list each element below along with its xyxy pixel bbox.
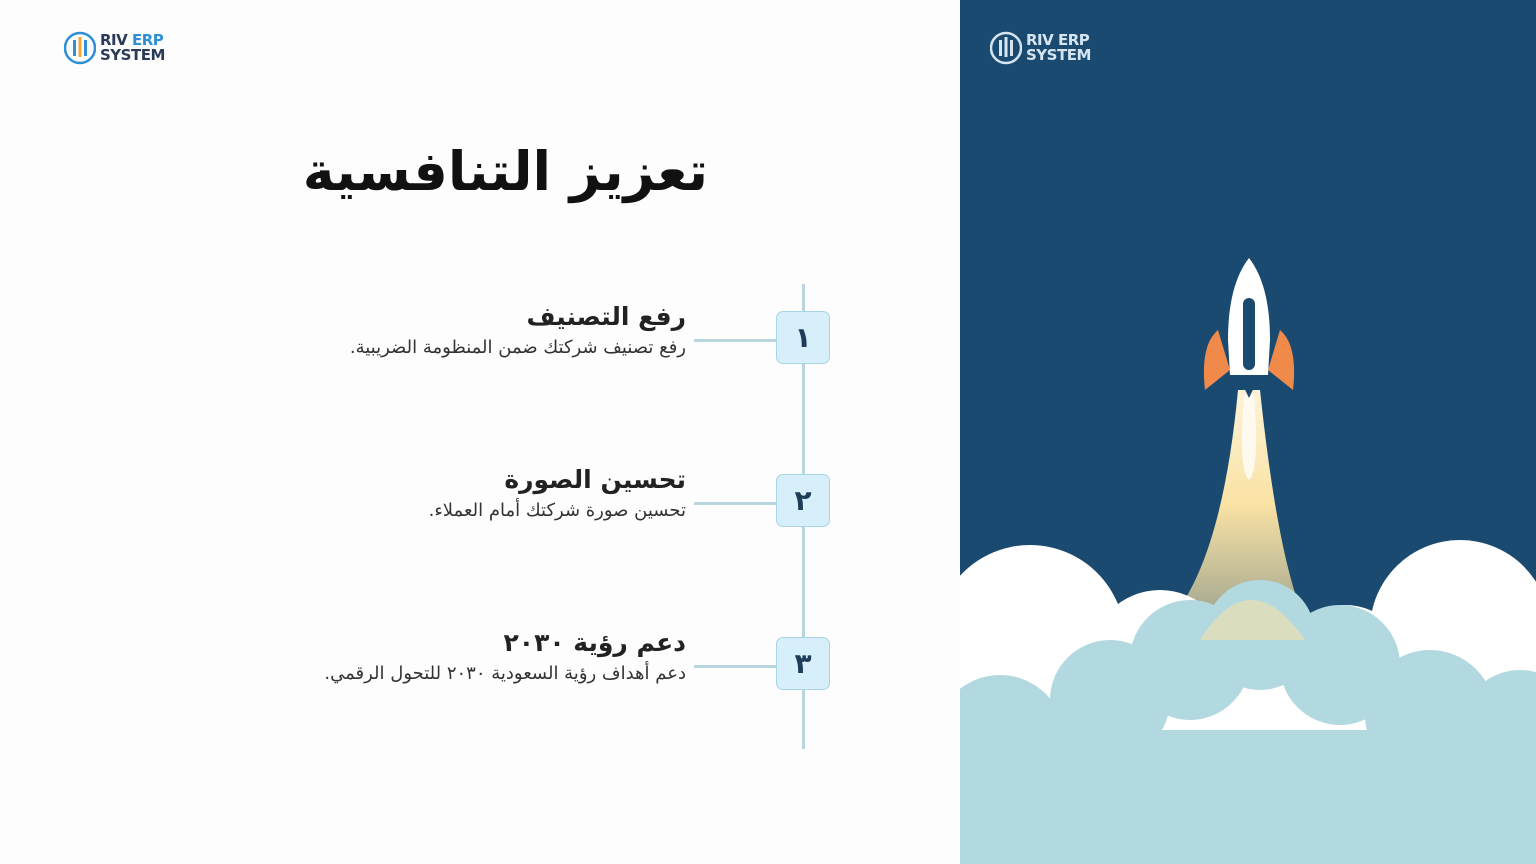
company-logo-light bbox=[990, 30, 1091, 66]
item-heading: رفع التصنيف bbox=[526, 302, 686, 331]
timeline-item bbox=[166, 465, 686, 521]
logo-text-system: SYSTEM bbox=[100, 46, 165, 64]
logo-mark-icon bbox=[990, 30, 1022, 66]
step-number-badge: ٣ bbox=[776, 637, 830, 690]
logo-text-erp: ERP bbox=[131, 31, 164, 49]
timeline-item bbox=[166, 302, 686, 358]
item-heading: تحسين الصورة bbox=[504, 465, 686, 494]
logo-text-system: SYSTEM bbox=[1026, 46, 1091, 64]
page-title: تعزيز التنافسية bbox=[302, 140, 708, 203]
item-heading: دعم رؤية ٢٠٣٠ bbox=[503, 628, 686, 657]
step-number-badge: ١ bbox=[776, 311, 830, 364]
timeline-item bbox=[166, 628, 686, 684]
rocket-illustration bbox=[960, 0, 1536, 864]
illustration-panel bbox=[960, 0, 1536, 864]
step-number-badge: ٢ bbox=[776, 474, 830, 527]
logo-text-riv: RIV bbox=[1026, 31, 1058, 49]
item-description: تحسين صورة شركتك أمام العملاء. bbox=[428, 500, 686, 521]
logo-mark-icon bbox=[64, 30, 96, 66]
timeline-connector bbox=[694, 502, 778, 505]
logo-text-riv: RIV bbox=[100, 31, 132, 49]
timeline-connector bbox=[694, 665, 778, 668]
timeline-connector bbox=[694, 339, 778, 342]
company-logo bbox=[64, 30, 165, 66]
logo-text-erp: ERP bbox=[1057, 31, 1090, 49]
rocket-icon bbox=[1204, 258, 1294, 398]
item-description: رفع تصنيف شركتك ضمن المنظومة الضريبية. bbox=[349, 337, 686, 358]
item-description: دعم أهداف رؤية السعودية ٢٠٣٠ للتحول الرقمي. bbox=[324, 663, 686, 684]
